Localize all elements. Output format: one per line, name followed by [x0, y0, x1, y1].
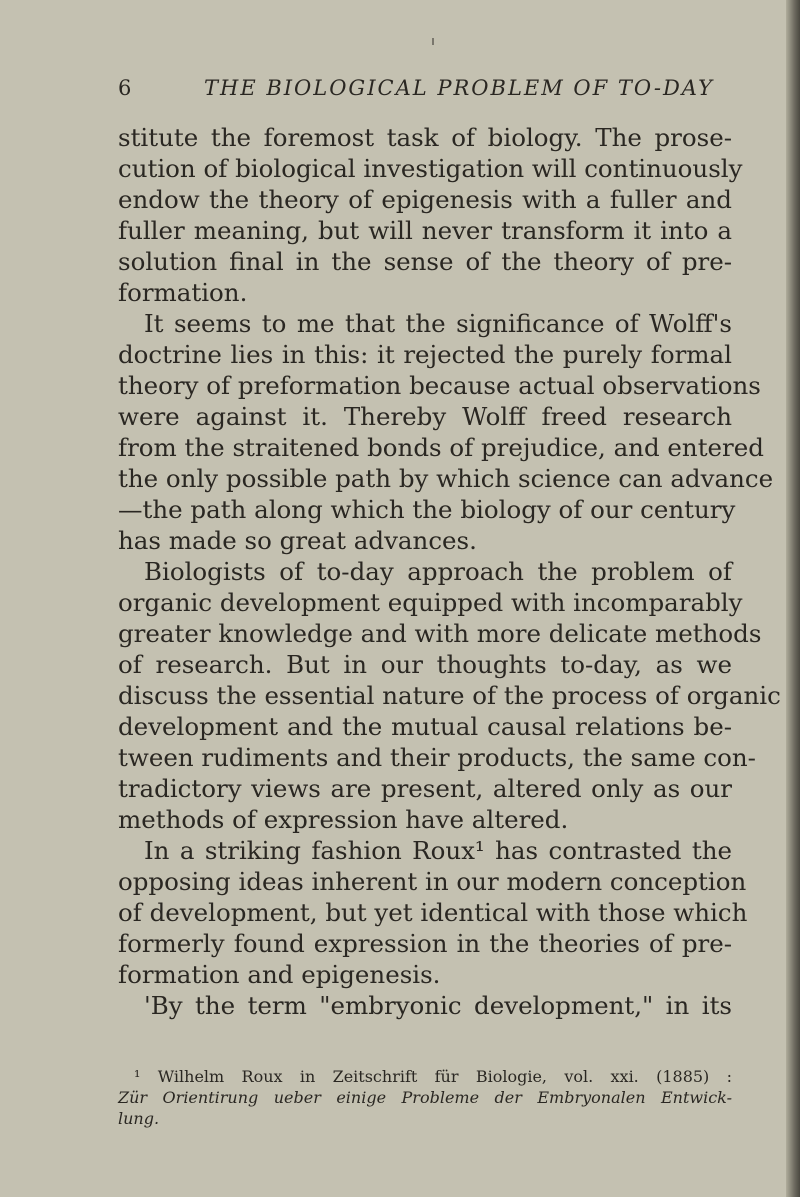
text-line: organic development equipped with incomparably	[118, 588, 743, 617]
footnote-line: Zür Orientirung ueber einige Probleme der Embryonalen Entwick-	[118, 1088, 732, 1107]
text-line: from the straitened bonds of prejudice, and entered	[118, 433, 764, 462]
paragraph-start: In a striking fashion Roux¹ has contrasted the	[144, 836, 732, 865]
text-line: cution of biological investigation will continuously	[118, 154, 743, 183]
text-line: endow the theory of epigenesis with a fuller and	[118, 185, 732, 214]
text-line: doctrine lies in this: it rejected the purely formal	[118, 340, 732, 369]
paragraph-start: 'By the term "embryonic development," in its	[144, 991, 732, 1020]
text-line: methods of expression have altered.	[118, 805, 569, 834]
text-line: theory of preformation because actual observations	[118, 371, 761, 400]
text-line: fuller meaning, but will never transform it into a	[118, 216, 732, 245]
footnote-line: lung.	[118, 1109, 160, 1128]
text-line: greater knowledge and with more delicate methods	[118, 619, 762, 648]
print-speck	[432, 38, 434, 45]
text-line: stitute the foremost task of biology. The prose-	[118, 123, 732, 152]
text-line: of research. But in our thoughts to-day, as we	[118, 650, 732, 679]
footnote-line: ¹ Wilhelm Roux in Zeitschrift für Biologie, vol. xxi. (1885) :	[134, 1067, 732, 1086]
text-line: were against it. Thereby Wolff freed research	[118, 402, 732, 431]
text-line: solution final in the sense of the theory of pre-	[118, 247, 732, 276]
page-edge-shadow	[786, 0, 800, 1197]
text-line: of development, but yet identical with those which	[118, 898, 748, 927]
body-text	[118, 122, 781, 1021]
text-line: the only possible path by which science can advance	[118, 464, 774, 493]
paragraph-start: Biologists of to-day approach the problem of	[144, 557, 732, 586]
footnotes	[118, 1066, 732, 1129]
text-line: discuss the essential nature of the process of organic	[118, 681, 781, 710]
text-line: tween rudiments and their products, the same con-	[118, 743, 756, 772]
text-line: tradictory views are present, altered only as our	[118, 774, 732, 803]
paragraph-start: It seems to me that the significance of Wolff's	[144, 309, 732, 338]
text-line: formerly found expression in the theories of pre-	[118, 929, 732, 958]
text-line: opposing ideas inherent in our modern conception	[118, 867, 747, 896]
page-number: 6	[118, 76, 133, 100]
text-line: development and the mutual causal relations be-	[118, 712, 732, 741]
text-line: formation.	[118, 278, 248, 307]
running-title: THE BIOLOGICAL PROBLEM OF TO-DAY	[204, 76, 714, 100]
text-line: —the path along which the biology of our century	[118, 495, 736, 524]
text-line: has made so great advances.	[118, 526, 477, 555]
text-line: formation and epigenesis.	[118, 960, 441, 989]
